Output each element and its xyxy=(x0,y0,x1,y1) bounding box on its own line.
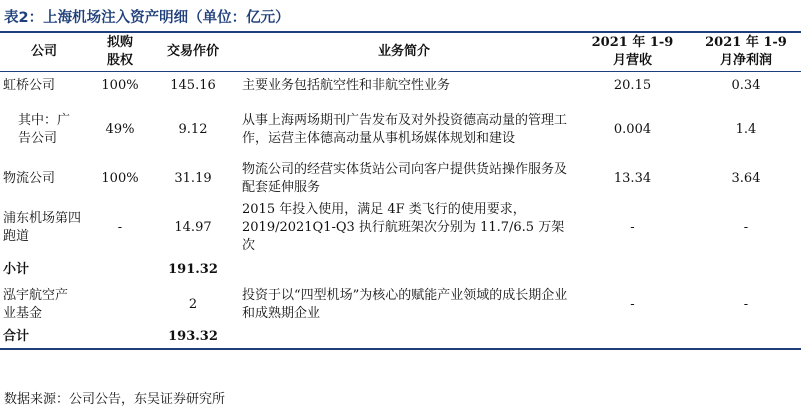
total-price: 193.32 xyxy=(152,327,234,349)
fund-row xyxy=(0,283,801,327)
subtotal-row xyxy=(0,257,801,283)
cell-company: 虹桥公司 xyxy=(3,78,56,94)
cell-profit: - xyxy=(743,219,749,235)
cell-company: 浦东机场第四跑道 xyxy=(3,210,82,244)
table-header-row xyxy=(0,33,801,72)
cell-revenue: - xyxy=(630,296,635,312)
cell-stake: 49% xyxy=(105,121,135,137)
cell-price: 14.97 xyxy=(174,219,212,235)
header-business: 业务简介 xyxy=(234,33,574,72)
table-row xyxy=(0,101,801,159)
cell-profit: 1.4 xyxy=(735,121,757,137)
header-price: 交易作价 xyxy=(152,33,234,72)
cell-profit: - xyxy=(743,296,749,312)
cell-stake: - xyxy=(117,219,123,235)
header-stake: 拟购股权 xyxy=(88,33,152,72)
cell-company: 泓宇航空产业基金 xyxy=(3,287,69,321)
cell-revenue: 13.34 xyxy=(613,170,652,186)
header-profit: 2021 年 1-9 月净利润 xyxy=(691,33,801,72)
table-row xyxy=(0,199,801,257)
subtotal-price: 191.32 xyxy=(168,261,218,277)
cell-price: 31.19 xyxy=(174,170,212,186)
cell-price: 145.16 xyxy=(170,78,216,94)
header-revenue: 2021 年 1-9 月营收 xyxy=(574,33,691,72)
header-company: 公司 xyxy=(0,33,88,72)
cell-price: 9.12 xyxy=(178,121,208,137)
cell-business: 2015 年投入使用，满足 4F 类飞行的使用要求，2019/2021Q1-Q3 执行航班架次分别为 11.7/6.5 万架次 xyxy=(242,201,565,253)
cell-price: 2 xyxy=(188,296,198,312)
cell-business: 从事上海两场期刊广告发布及对外投资德高动量的管理工作，运营主体德高动量从事机场媒体规划和建设 xyxy=(242,112,568,146)
cell-revenue: - xyxy=(630,219,635,235)
cell-company: 其中：广告公司 xyxy=(18,112,71,146)
cell-profit: 0.34 xyxy=(731,78,761,94)
cell-company: 物流公司 xyxy=(3,170,56,186)
cell-profit: 3.64 xyxy=(731,170,761,186)
cell-revenue: 0.004 xyxy=(613,121,652,137)
cell-stake: 100% xyxy=(101,78,139,94)
table-title: 表2：上海机场注入资产明细（单位：亿元） xyxy=(4,10,290,26)
cell-revenue: 20.15 xyxy=(613,78,652,94)
cell-business: 投资于以“四型机场”为核心的赋能产业领域的成长期企业和成熟期企业 xyxy=(242,287,568,321)
cell-business: 物流公司的经营实体货站公司向客户提供货站操作服务及配套延伸服务 xyxy=(242,161,568,195)
cell-business: 主要业务包括航空性和非航空性业务 xyxy=(242,78,451,94)
total-row xyxy=(0,327,801,349)
subtotal-label: 小计 xyxy=(3,261,30,277)
source-note: 数据来源：公司公告，东吴证券研究所 xyxy=(4,392,226,407)
cell-stake: 100% xyxy=(101,170,139,186)
table-row xyxy=(0,72,801,101)
total-label: 合计 xyxy=(0,327,88,349)
asset-table xyxy=(0,33,801,350)
table-row xyxy=(0,159,801,199)
cell-stake xyxy=(88,283,152,327)
